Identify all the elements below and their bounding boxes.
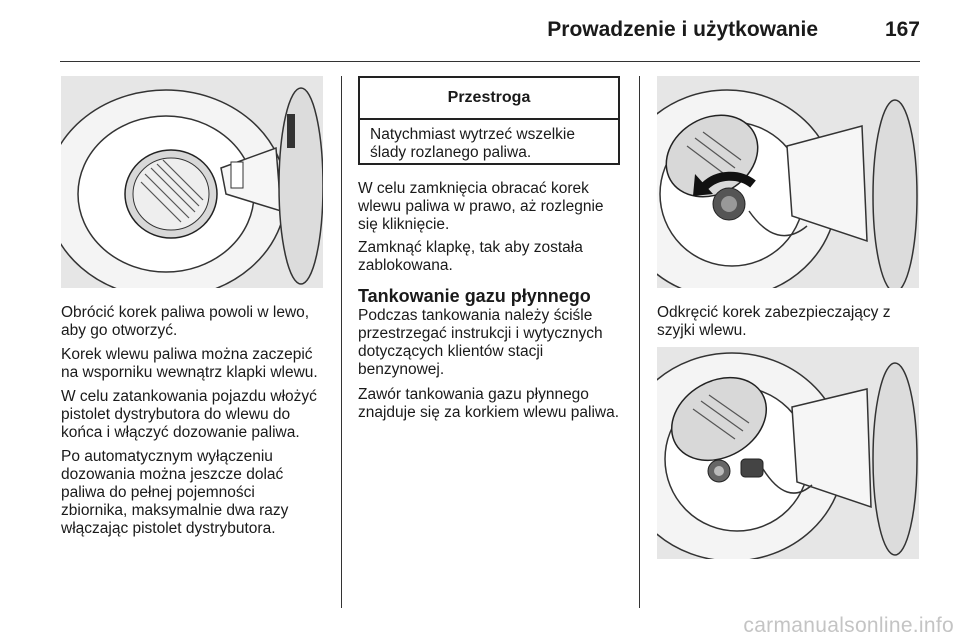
paragraph-insert-nozzle: W celu zatankowania pojazdu włożyć pistolet dystrybutora do wlewu do końca i włączyć dozowanie paliwa. bbox=[61, 388, 317, 441]
column-divider-1 bbox=[341, 76, 342, 608]
illustration-lpg-valve-exposed bbox=[657, 347, 919, 559]
page-number: 167 bbox=[884, 18, 920, 41]
caution-box bbox=[358, 76, 620, 165]
column-divider-2 bbox=[639, 76, 640, 608]
paragraph-lpg-valve: Zawór tankowania gazu płynnego znajduje się za korkiem wlewu paliwa. bbox=[358, 386, 620, 421]
header-rule bbox=[60, 61, 920, 62]
paragraph-top-up: Po automatycznym wyłączeniu dozowania można jeszcze dolać paliwa do pełnej pojemności zbiornika, maksymalnie dwa razy włączając pistolet dystrybutora. bbox=[61, 448, 289, 537]
illustration-fuel-cap-in-flap bbox=[61, 76, 323, 288]
paragraph-close-cap: W celu zamknięcia obracać korek wlewu paliwa w prawo, aż rozlegnie się kliknięcie. bbox=[358, 180, 604, 233]
watermark: carmanualsonline.info bbox=[743, 614, 954, 637]
paragraph-close-flap: Zamknąć klapkę, tak aby została zablokowana. bbox=[358, 239, 583, 274]
illustration-unscrew-lpg-cap bbox=[657, 76, 919, 288]
page-header-title: Prowadzenie i użytkowanie bbox=[547, 18, 818, 41]
section-heading-lpg: Tankowanie gazu płynnego bbox=[358, 286, 591, 306]
paragraph-hang-cap: Korek wlewu paliwa można zaczepić na wsporniku wewnątrz klapki wlewu. bbox=[61, 346, 318, 381]
paragraph-open-cap: Obrócić korek paliwa powoli w lewo, aby go otworzyć. bbox=[61, 304, 310, 339]
caution-title: Przestroga bbox=[360, 78, 618, 120]
paragraph-lpg-instructions: Podczas tankowania należy ściśle przestrzegać instrukcji i wytycznych dotyczących klientów stacji benzynowej. bbox=[358, 307, 603, 378]
paragraph-unscrew-cap: Odkręcić korek zabezpieczający z szyjki wlewu. bbox=[657, 304, 891, 339]
caution-text: Natychmiast wytrzeć wszelkie ślady rozlanego paliwa. bbox=[370, 126, 575, 161]
